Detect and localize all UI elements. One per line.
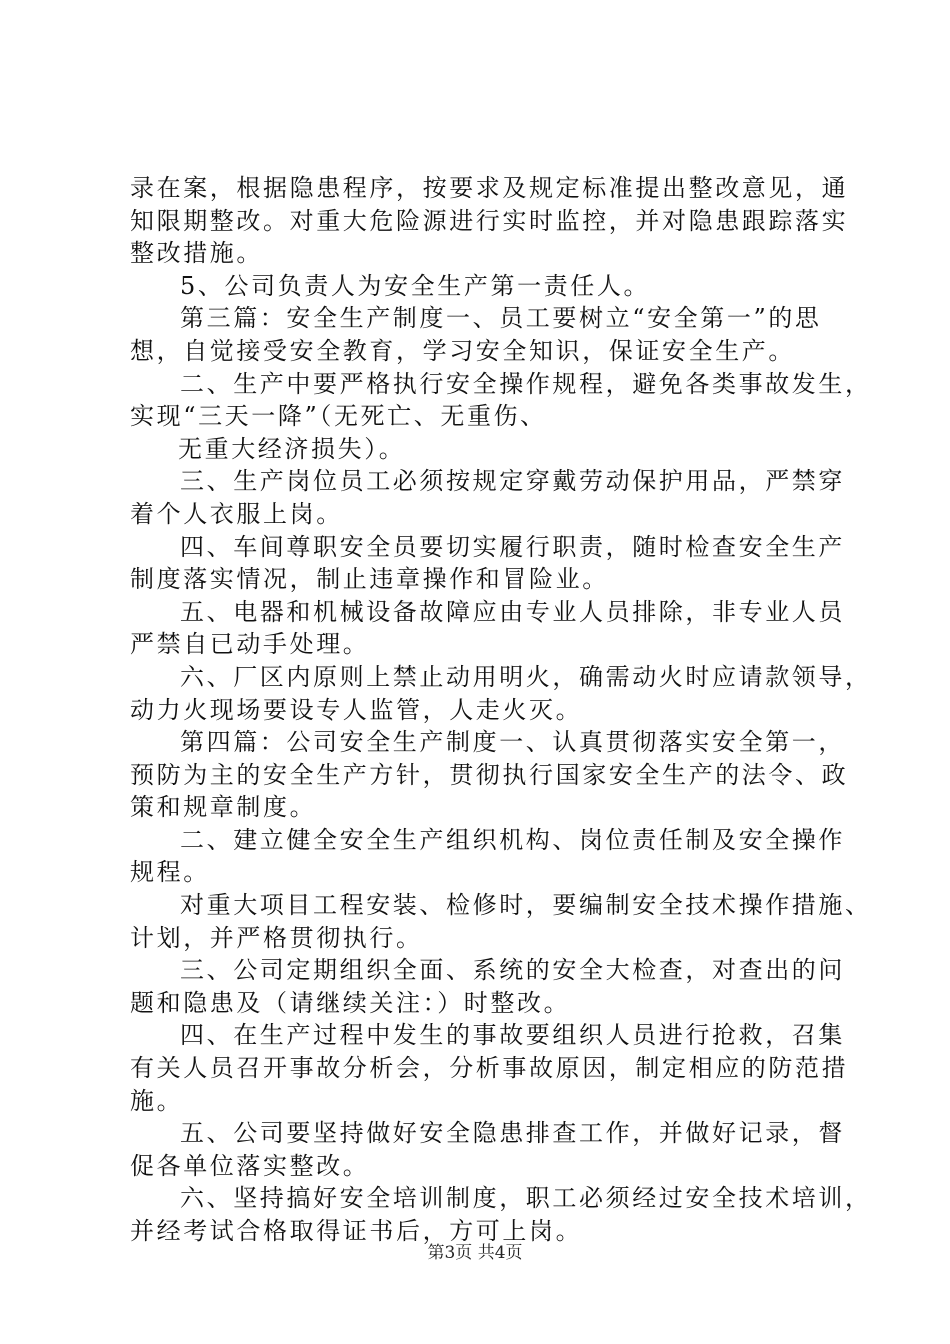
text-line: 第三篇：安全生产制度一、员工要树立“安全第一”的思 bbox=[180, 304, 822, 333]
text-line: 第四篇：公司安全生产制度一、认真贯彻落实安全第一， bbox=[180, 728, 845, 757]
text-line: 实现“三天一降”（无死亡、无重伤、 bbox=[130, 402, 547, 431]
text-line: 计划，并严格贯彻执行。 bbox=[130, 923, 423, 952]
page-number-footer: 第3页 共4页 bbox=[427, 1243, 523, 1263]
text-line: 无重大经济损失）。 bbox=[178, 434, 406, 463]
text-line: 五、公司要坚持做好安全隐患排查工作，并做好记录，督 bbox=[180, 1119, 845, 1148]
text-line: 三、公司定期组织全面、系统的安全大检查，对查出的问 bbox=[180, 956, 845, 985]
text-line: 5、公司负责人为安全生产第一责任人。 bbox=[180, 271, 651, 300]
text-line: 并经考试合格取得证书后，方可上岗。 bbox=[130, 1217, 583, 1245]
text-line: 动力火现场要设专人监管，人走火灭。 bbox=[130, 695, 583, 724]
text-line: 二、生产中要严格执行安全操作规程，避免各类事故发生， bbox=[180, 369, 872, 398]
text-line: 四、在生产过程中发生的事故要组织人员进行抢救，召集 bbox=[180, 1021, 845, 1050]
text-line: 规程。 bbox=[130, 858, 210, 887]
text-line: 对重大项目工程安装、检修时，要编制安全技术操作措施、 bbox=[180, 891, 872, 920]
text-line: 制度落实情况，制止违章操作和冒险业。 bbox=[130, 565, 609, 594]
text-line: 录在案，根据隐患程序，按要求及规定标准提出整改意见，通 bbox=[130, 174, 849, 202]
text-line: 预防为主的安全生产方针，贯彻执行国家安全生产的法令、政 bbox=[130, 760, 849, 789]
text-line: 整改措施。 bbox=[130, 239, 263, 268]
text-line: 想，自觉接受安全教育，学习安全知识，保证安全生产。 bbox=[130, 336, 795, 365]
document-body bbox=[130, 172, 872, 1248]
text-line: 三、生产岗位员工必须按规定穿戴劳动保护用品，严禁穿 bbox=[180, 467, 845, 496]
text-line: 六、坚持搞好安全培训制度，职工必须经过安全技术培训， bbox=[180, 1184, 872, 1213]
text-line: 严禁自已动手处理。 bbox=[130, 630, 370, 659]
text-line: 策和规章制度。 bbox=[130, 793, 317, 822]
text-line: 题和隐患及（请继续关注：）时整改。 bbox=[130, 988, 571, 1017]
text-line: 着个人衣服上岗。 bbox=[130, 499, 343, 528]
text-line: 四、车间尊职安全员要切实履行职责，随时检查安全生产 bbox=[180, 532, 845, 561]
text-line: 有关人员召开事故分析会，分析事故原因，制定相应的防范措 bbox=[130, 1054, 849, 1083]
text-line: 二、建立健全安全生产组织机构、岗位责任制及安全操作 bbox=[180, 825, 845, 854]
text-line: 施。 bbox=[130, 1086, 184, 1115]
text-line: 促各单位落实整改。 bbox=[130, 1151, 370, 1180]
text-line: 五、电器和机械设备故障应由专业人员排除，非专业人员 bbox=[180, 597, 845, 626]
text-line: 知限期整改。对重大危险源进行实时监控，并对隐患跟踪落实 bbox=[130, 206, 849, 235]
text-line: 六、厂区内原则上禁止动用明火，确需动火时应请款领导， bbox=[180, 662, 872, 691]
